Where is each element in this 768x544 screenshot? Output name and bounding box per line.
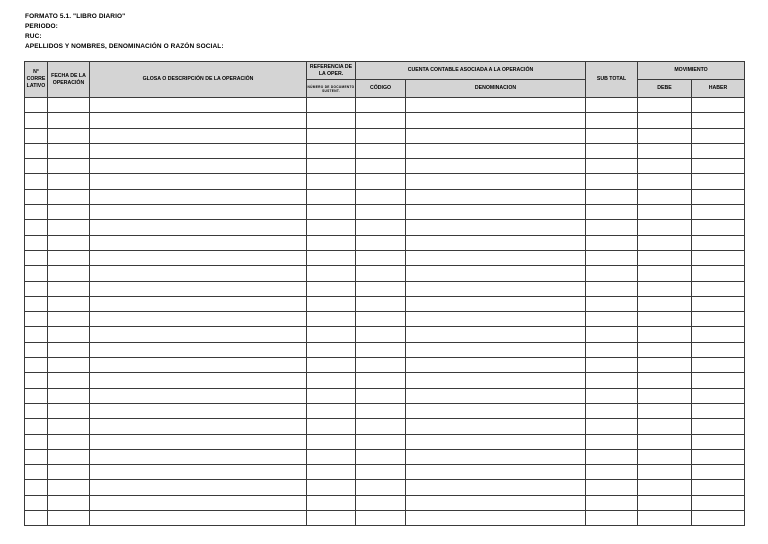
cell-glosa [90,312,307,327]
cell-numero-documento [307,465,356,480]
cell-subtotal [586,205,638,220]
cell-codigo [356,403,406,418]
cell-codigo [356,342,406,357]
cell-codigo [356,373,406,388]
cell-subtotal [586,220,638,235]
table-row [25,327,745,342]
cell-fecha [48,388,90,403]
cell-fecha [48,281,90,296]
cell-debe [638,143,692,158]
cell-correlativo [25,143,48,158]
cell-haber [692,113,745,128]
cell-debe [638,159,692,174]
cell-debe [638,235,692,250]
cell-fecha [48,465,90,480]
cell-glosa [90,434,307,449]
cell-denominacion [406,189,586,204]
cell-correlativo [25,128,48,143]
cell-numero-documento [307,511,356,526]
cell-numero-documento [307,434,356,449]
cell-numero-documento [307,174,356,189]
table-row [25,373,745,388]
cell-denominacion [406,312,586,327]
cell-subtotal [586,434,638,449]
table-row [25,113,745,128]
column-subtotal: SUB TOTAL [586,62,638,98]
cell-fecha [48,174,90,189]
cell-numero-documento [307,159,356,174]
column-referencia: REFERENCIA DE LA OPER. [307,62,356,80]
cell-correlativo [25,296,48,311]
cell-debe [638,266,692,281]
cell-fecha [48,143,90,158]
cell-codigo [356,419,406,434]
cell-correlativo [25,388,48,403]
cell-denominacion [406,480,586,495]
cell-subtotal [586,98,638,113]
cell-denominacion [406,159,586,174]
cell-codigo [356,281,406,296]
cell-haber [692,495,745,510]
cell-codigo [356,327,406,342]
cell-codigo [356,205,406,220]
cell-glosa [90,281,307,296]
cell-denominacion [406,266,586,281]
cell-correlativo [25,205,48,220]
cell-haber [692,235,745,250]
cell-glosa [90,189,307,204]
table-row [25,281,745,296]
cell-subtotal [586,113,638,128]
cell-haber [692,449,745,464]
cell-fecha [48,220,90,235]
cell-haber [692,373,745,388]
cell-haber [692,388,745,403]
cell-subtotal [586,266,638,281]
cell-glosa [90,205,307,220]
cell-subtotal [586,358,638,373]
cell-fecha [48,159,90,174]
cell-subtotal [586,511,638,526]
cell-haber [692,174,745,189]
cell-denominacion [406,403,586,418]
table-row [25,235,745,250]
cell-numero-documento [307,128,356,143]
cell-numero-documento [307,98,356,113]
cell-subtotal [586,465,638,480]
table-row [25,449,745,464]
cell-numero-documento [307,296,356,311]
cell-fecha [48,312,90,327]
cell-glosa [90,419,307,434]
cell-glosa [90,98,307,113]
cell-fecha [48,480,90,495]
cell-codigo [356,511,406,526]
table-row [25,388,745,403]
cell-glosa [90,159,307,174]
cell-debe [638,189,692,204]
table-row [25,511,745,526]
cell-codigo [356,449,406,464]
cell-codigo [356,174,406,189]
cell-debe [638,449,692,464]
cell-denominacion [406,113,586,128]
table-row [25,342,745,357]
cell-haber [692,220,745,235]
cell-glosa [90,495,307,510]
cell-debe [638,373,692,388]
cell-fecha [48,98,90,113]
cell-denominacion [406,143,586,158]
cell-debe [638,296,692,311]
cell-glosa [90,388,307,403]
table-row [25,403,745,418]
cell-glosa [90,327,307,342]
cell-correlativo [25,342,48,357]
cell-codigo [356,220,406,235]
cell-debe [638,434,692,449]
cell-denominacion [406,128,586,143]
cell-glosa [90,174,307,189]
cell-numero-documento [307,266,356,281]
column-cuenta-contable: CUENTA CONTABLE ASOCIADA A LA OPERACIÓN [356,62,586,80]
cell-numero-documento [307,449,356,464]
cell-denominacion [406,98,586,113]
cell-haber [692,189,745,204]
cell-debe [638,465,692,480]
cell-fecha [48,266,90,281]
cell-fecha [48,189,90,204]
cell-codigo [356,98,406,113]
cell-haber [692,419,745,434]
column-codigo: CÓDIGO [356,80,406,98]
table-row [25,465,745,480]
cell-correlativo [25,113,48,128]
cell-numero-documento [307,312,356,327]
cell-glosa [90,143,307,158]
cell-subtotal [586,327,638,342]
cell-debe [638,205,692,220]
cell-correlativo [25,495,48,510]
cell-haber [692,342,745,357]
cell-codigo [356,388,406,403]
cell-glosa [90,480,307,495]
journal-table [24,61,745,526]
cell-correlativo [25,250,48,265]
cell-correlativo [25,434,48,449]
cell-debe [638,327,692,342]
column-denominacion: DENOMINACION [406,80,586,98]
cell-debe [638,312,692,327]
cell-numero-documento [307,358,356,373]
table-row [25,205,745,220]
cell-glosa [90,266,307,281]
table-row [25,495,745,510]
cell-fecha [48,434,90,449]
cell-numero-documento [307,205,356,220]
cell-debe [638,220,692,235]
cell-subtotal [586,143,638,158]
cell-debe [638,113,692,128]
cell-correlativo [25,189,48,204]
cell-glosa [90,403,307,418]
cell-correlativo [25,327,48,342]
cell-haber [692,205,745,220]
cell-haber [692,98,745,113]
cell-codigo [356,434,406,449]
cell-subtotal [586,419,638,434]
cell-numero-documento [307,220,356,235]
table-row [25,419,745,434]
cell-fecha [48,327,90,342]
cell-subtotal [586,403,638,418]
cell-glosa [90,250,307,265]
period-label: PERIODO: [25,23,58,30]
document-heading [25,12,224,52]
cell-glosa [90,342,307,357]
cell-denominacion [406,373,586,388]
cell-codigo [356,465,406,480]
column-glosa: GLOSA O DESCRIPCIÓN DE LA OPERACIÓN [90,62,307,98]
table-row [25,312,745,327]
cell-haber [692,403,745,418]
cell-denominacion [406,342,586,357]
column-numero-documento: NÚMERO DE DOCUMENTO SUSTENT. [307,80,356,98]
cell-glosa [90,235,307,250]
cell-haber [692,312,745,327]
cell-codigo [356,113,406,128]
cell-denominacion [406,419,586,434]
cell-fecha [48,373,90,388]
table-row [25,220,745,235]
cell-codigo [356,250,406,265]
cell-haber [692,266,745,281]
cell-correlativo [25,449,48,464]
cell-codigo [356,296,406,311]
cell-numero-documento [307,327,356,342]
table-row [25,189,745,204]
cell-correlativo [25,98,48,113]
cell-glosa [90,511,307,526]
cell-correlativo [25,511,48,526]
cell-subtotal [586,235,638,250]
cell-correlativo [25,480,48,495]
cell-subtotal [586,495,638,510]
cell-denominacion [406,281,586,296]
cell-subtotal [586,312,638,327]
cell-numero-documento [307,388,356,403]
cell-debe [638,495,692,510]
journal-table-body [25,98,745,526]
cell-subtotal [586,342,638,357]
cell-haber [692,250,745,265]
cell-denominacion [406,495,586,510]
cell-denominacion [406,235,586,250]
table-row [25,358,745,373]
cell-correlativo [25,266,48,281]
cell-codigo [356,189,406,204]
cell-codigo [356,143,406,158]
cell-numero-documento [307,113,356,128]
cell-glosa [90,358,307,373]
cell-subtotal [586,159,638,174]
cell-fecha [48,235,90,250]
cell-numero-documento [307,189,356,204]
cell-glosa [90,128,307,143]
cell-denominacion [406,358,586,373]
cell-haber [692,128,745,143]
cell-codigo [356,159,406,174]
column-fecha: FECHA DE LA OPERACIÓN [48,62,90,98]
cell-subtotal [586,250,638,265]
cell-haber [692,281,745,296]
cell-codigo [356,266,406,281]
cell-subtotal [586,128,638,143]
cell-fecha [48,296,90,311]
cell-fecha [48,495,90,510]
cell-fecha [48,113,90,128]
cell-numero-documento [307,235,356,250]
cell-numero-documento [307,495,356,510]
cell-glosa [90,373,307,388]
cell-denominacion [406,449,586,464]
cell-denominacion [406,296,586,311]
cell-subtotal [586,373,638,388]
column-movimiento: MOVIMIENTO [638,62,745,80]
cell-debe [638,480,692,495]
cell-debe [638,342,692,357]
table-row [25,98,745,113]
cell-correlativo [25,235,48,250]
cell-fecha [48,342,90,357]
format-title: FORMATO 5.1. "LIBRO DIARIO" [25,13,126,20]
cell-correlativo [25,174,48,189]
cell-denominacion [406,327,586,342]
cell-glosa [90,449,307,464]
table-row [25,296,745,311]
company-name-label: APELLIDOS Y NOMBRES, DENOMINACIÓN O RAZÓN SOCIAL: [25,43,224,50]
cell-haber [692,480,745,495]
table-row [25,250,745,265]
cell-glosa [90,465,307,480]
cell-fecha [48,511,90,526]
cell-numero-documento [307,480,356,495]
column-debe: DEBE [638,80,692,98]
cell-haber [692,358,745,373]
cell-fecha [48,205,90,220]
cell-numero-documento [307,403,356,418]
cell-debe [638,174,692,189]
cell-haber [692,143,745,158]
cell-subtotal [586,388,638,403]
table-row [25,128,745,143]
cell-codigo [356,128,406,143]
cell-debe [638,281,692,296]
table-row [25,434,745,449]
cell-subtotal [586,189,638,204]
cell-correlativo [25,159,48,174]
cell-denominacion [406,205,586,220]
cell-fecha [48,449,90,464]
cell-subtotal [586,480,638,495]
cell-numero-documento [307,342,356,357]
table-row [25,174,745,189]
cell-subtotal [586,281,638,296]
cell-debe [638,511,692,526]
cell-codigo [356,495,406,510]
column-haber: HABER [692,80,745,98]
cell-numero-documento [307,373,356,388]
ruc-label: RUC: [25,33,42,40]
cell-debe [638,419,692,434]
cell-debe [638,128,692,143]
table-row [25,143,745,158]
cell-debe [638,250,692,265]
cell-fecha [48,419,90,434]
cell-subtotal [586,449,638,464]
cell-denominacion [406,174,586,189]
cell-codigo [356,480,406,495]
cell-glosa [90,113,307,128]
cell-haber [692,159,745,174]
cell-denominacion [406,465,586,480]
cell-debe [638,358,692,373]
cell-fecha [48,358,90,373]
cell-numero-documento [307,281,356,296]
cell-haber [692,327,745,342]
cell-denominacion [406,220,586,235]
cell-subtotal [586,174,638,189]
cell-glosa [90,220,307,235]
cell-correlativo [25,281,48,296]
cell-fecha [48,128,90,143]
cell-codigo [356,358,406,373]
cell-denominacion [406,388,586,403]
cell-correlativo [25,220,48,235]
cell-denominacion [406,434,586,449]
cell-fecha [48,250,90,265]
cell-haber [692,434,745,449]
cell-debe [638,98,692,113]
cell-correlativo [25,312,48,327]
column-correlativo: N° CORRE LATIVO [25,62,48,98]
table-row [25,480,745,495]
cell-correlativo [25,373,48,388]
cell-haber [692,511,745,526]
cell-numero-documento [307,143,356,158]
cell-codigo [356,312,406,327]
cell-debe [638,403,692,418]
cell-glosa [90,296,307,311]
cell-denominacion [406,511,586,526]
cell-denominacion [406,250,586,265]
cell-haber [692,296,745,311]
cell-codigo [356,235,406,250]
table-row [25,159,745,174]
cell-correlativo [25,465,48,480]
cell-correlativo [25,419,48,434]
cell-debe [638,388,692,403]
cell-haber [692,465,745,480]
cell-numero-documento [307,250,356,265]
cell-numero-documento [307,419,356,434]
cell-correlativo [25,403,48,418]
cell-correlativo [25,358,48,373]
cell-fecha [48,403,90,418]
table-row [25,266,745,281]
cell-subtotal [586,296,638,311]
